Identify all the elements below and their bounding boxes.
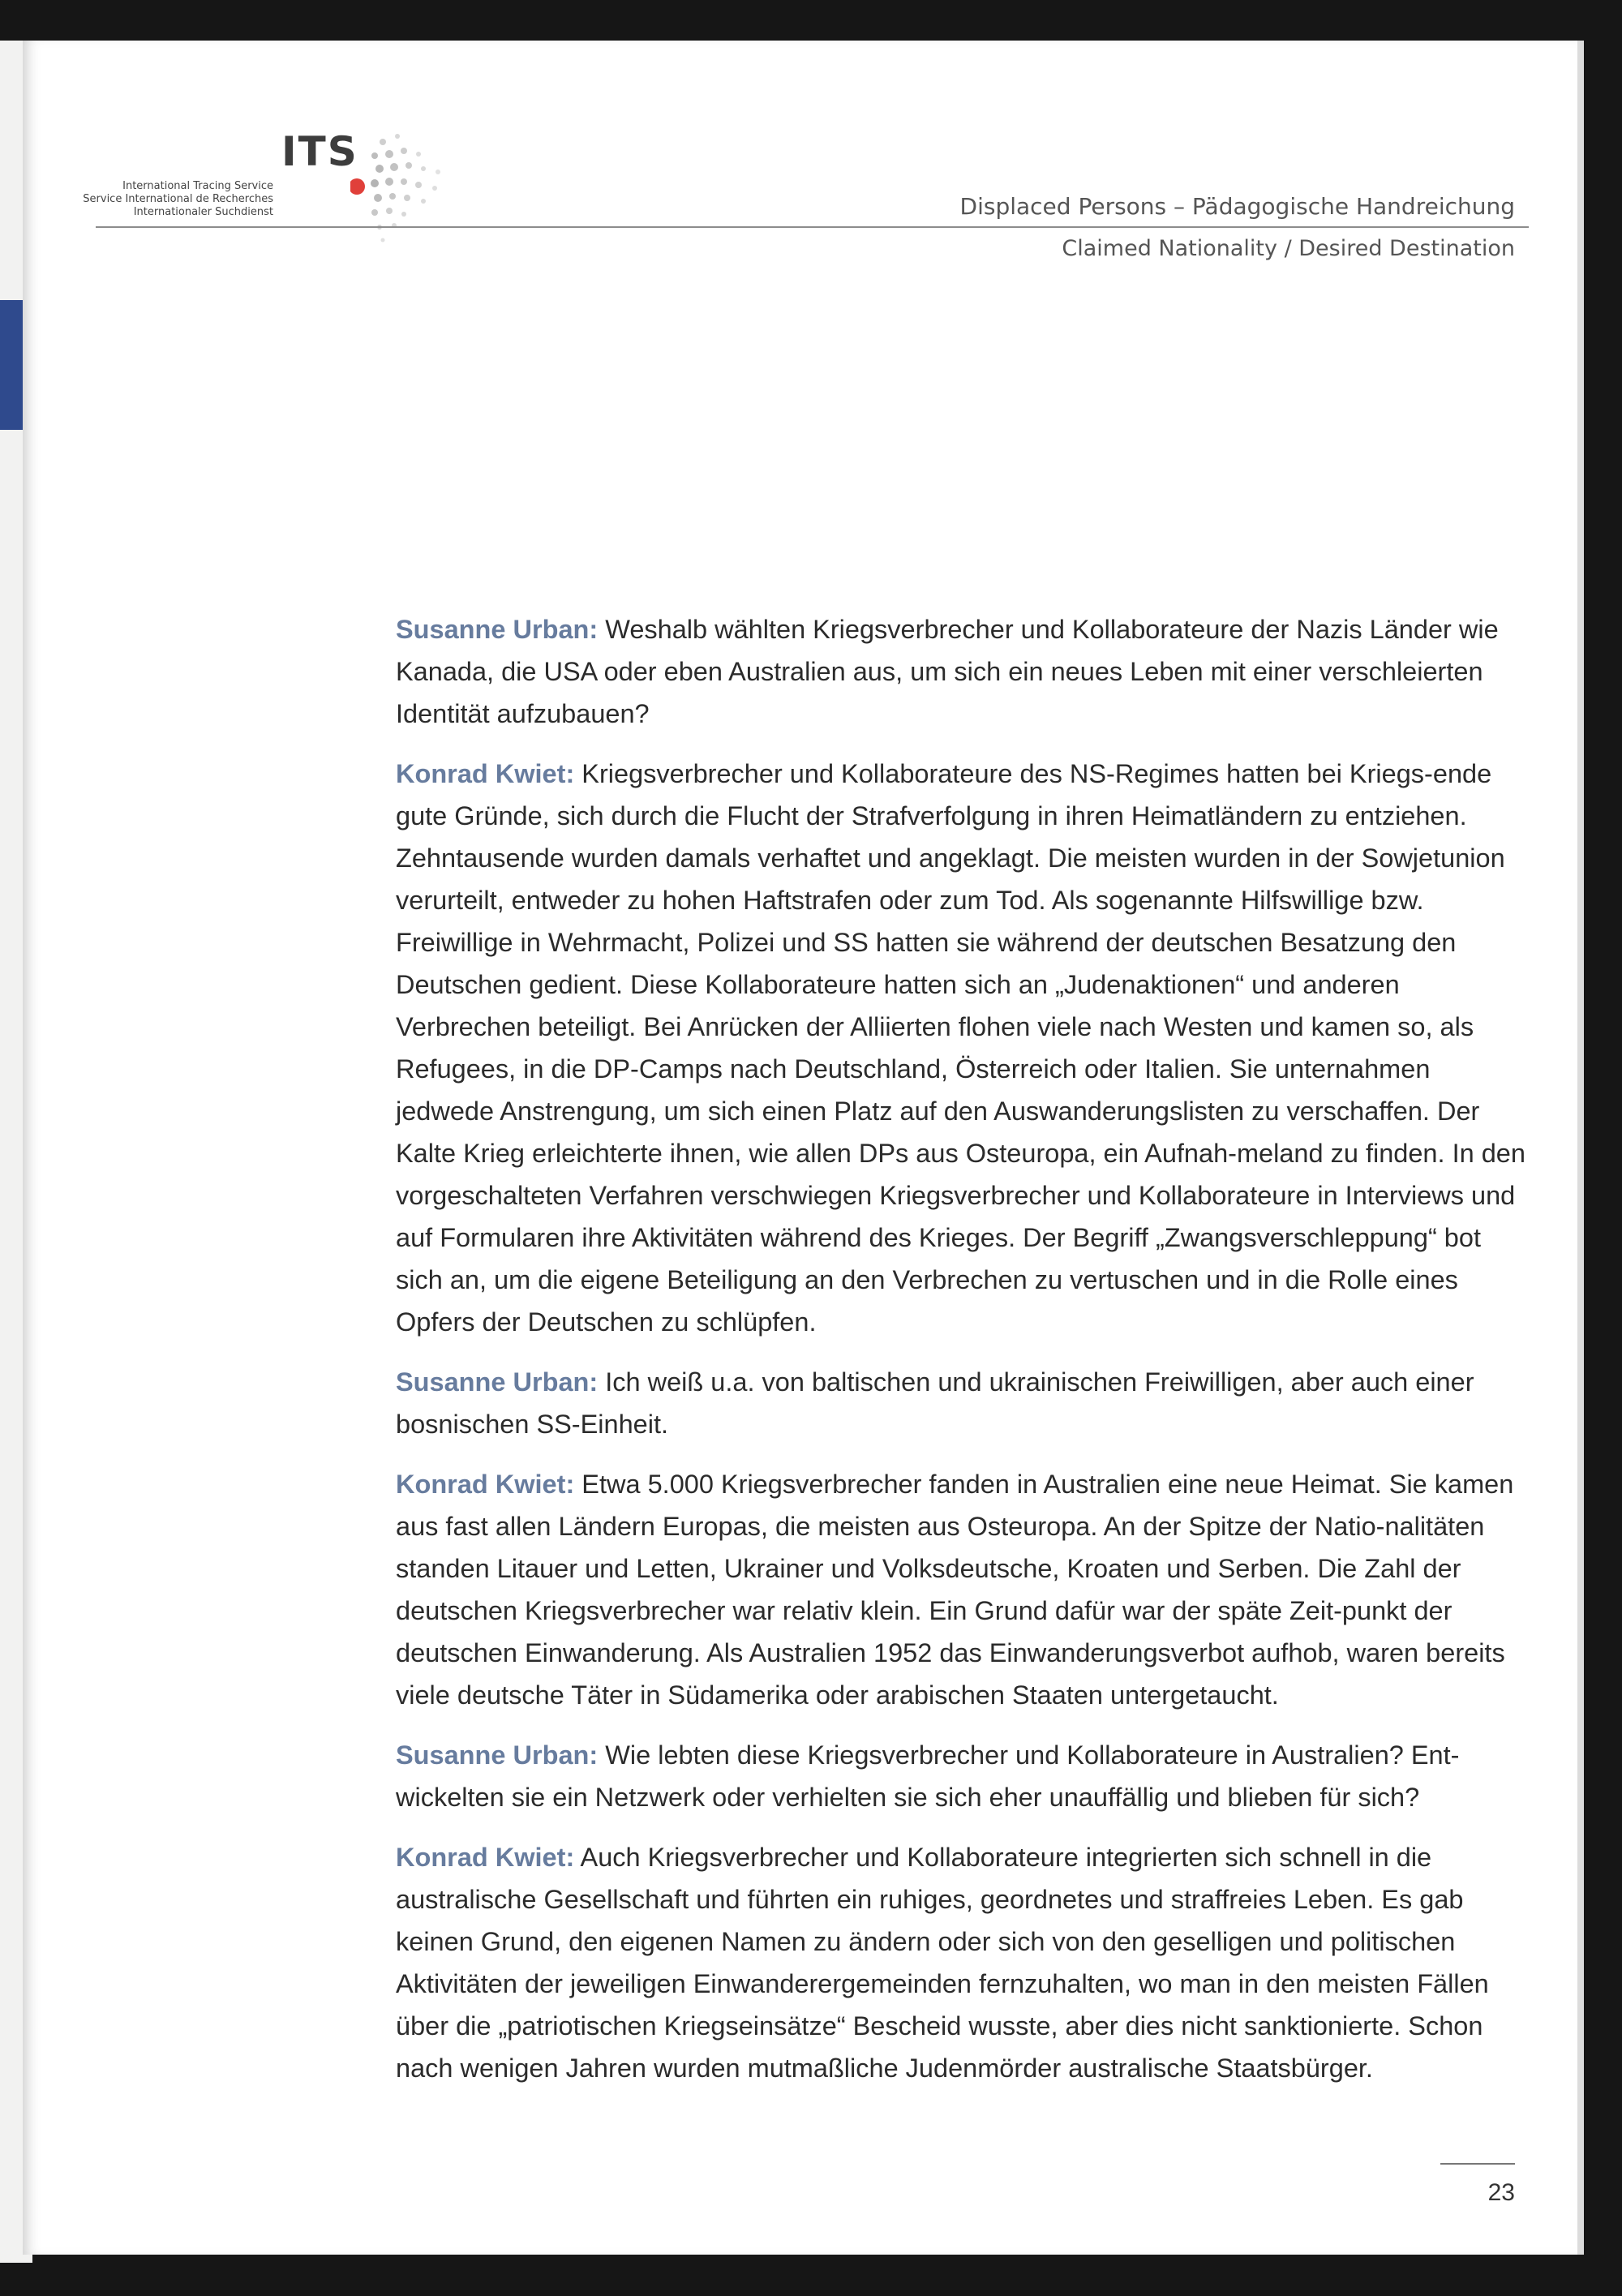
- paragraph-text: Ich weiß u.a. von baltischen und ukrainischen Freiwilligen, aber auch einer bosnischen SS-Einheit.: [396, 1367, 1474, 1439]
- speaker-name: Susanne Urban:: [396, 1367, 599, 1397]
- paragraph-text: Etwa 5.000 Kriegsverbrecher fanden in Australien eine neue Heimat. Sie kamen aus fast allen Ländern Europas, die meisten aus Osteuropa. An der Spitze der Natio-nalitäten standen Litauer und Letten, Ukrainer und Volksdeutsche, Kroaten und Serben. Die Zahl der deutschen Kriegsverbrecher war relativ klein. Ein Grund dafür war der späte Zeit-punkt der deutschen Einwanderung. Als Australien 1952 das Einwanderungsverbot aufhob, waren bereits viele deutsche Täter in Südamerika oder arabischen Staaten untergetaucht.: [396, 1470, 1514, 1710]
- interview-paragraph: [396, 1361, 1527, 1445]
- header-divider: [96, 226, 1529, 228]
- interview-paragraph: [396, 753, 1527, 1343]
- page-number: 23: [1487, 2179, 1515, 2206]
- interview-paragraph: [396, 1734, 1527, 1818]
- header-subtitle: Claimed Nationality / Desired Destination: [1062, 236, 1515, 261]
- logo-line-english: International Tracing Service: [122, 180, 273, 192]
- speaker-name: Konrad Kwiet:: [396, 759, 575, 788]
- interview-paragraph: [396, 608, 1527, 735]
- its-logo: [83, 65, 415, 227]
- header-title: Displaced Persons – Pädagogische Handreichung: [959, 193, 1515, 220]
- logo-line-german: Internationaler Suchdienst: [133, 206, 273, 218]
- interview-paragraph: [396, 1836, 1527, 2089]
- interview-paragraph: [396, 1463, 1527, 1716]
- speaker-name: Susanne Urban:: [396, 1740, 599, 1770]
- document-page: [23, 41, 1584, 2255]
- logo-dot-cluster-icon: [350, 114, 464, 251]
- interview-text: [396, 608, 1527, 2107]
- speaker-name: Konrad Kwiet:: [396, 1843, 575, 1872]
- page-edge: [1577, 41, 1584, 2255]
- paragraph-text: Kriegsverbrecher und Kollaborateure des NS-Regimes hatten bei Kriegs-ende gute Gründe, sich durch die Flucht der Strafverfolgung in ihren Heimatländern zu entziehen. Zehntausende wurden damals verhaftet und angeklagt. Die meisten wurden in der Sowjetunion verurteilt, entweder zu hohen Haftstrafen oder zum Tod. Als sogenannte Hilfswillige bzw. Freiwillige in Wehrmacht, Polizei und SS hatten sie während der deutschen Besatzung den Deutschen gedient. Diese Kollaborateure hatten sich an „Judenaktionen“ und anderen Verbrechen beteiligt. Bei Anrücken der Alliierten flohen viele nach Westen und kamen so, als Refugees, in die DP-Camps nach Deutschland, Österreich oder Italien. Sie unternahmen jedwede Anstrengung, um sich einen Platz auf den Auswanderungslisten zu verschaffen. Der Kalte Krieg erleichterte ihnen, wie allen DPs aus Osteuropa, ein Aufnah-meland zu finden. In den vorgeschalteten Verfahren verschwiegen Kriegsverbrecher und Kollaborateure in Interviews und auf Formularen ihre Aktivitäten während des Krieges. Der Begriff „Zwangsverschleppung“ bot sich an, um die eigene Beteiligung an den Verbrechen zu vertuschen und in die Rolle eines Opfers der Deutschen zu schlüpfen.: [396, 759, 1525, 1337]
- paragraph-text: Weshalb wählten Kriegsverbrecher und Kollaborateure der Nazis Länder wie Kanada, die USA oder eben Australien aus, um sich ein neues Leben mit einer verschleierten Identität aufzubauen?: [396, 615, 1499, 728]
- footer-divider: [1440, 2163, 1515, 2165]
- speaker-name: Susanne Urban:: [396, 615, 599, 644]
- logo-line-french: Service International de Recherches: [83, 193, 273, 205]
- logo-wordmark: ITS: [281, 128, 358, 175]
- speaker-name: Konrad Kwiet:: [396, 1470, 575, 1499]
- paragraph-text: Wie lebten diese Kriegsverbrecher und Kollaborateure in Australien? Ent-wickelten sie ein Netzwerk oder verhielten sie sich eher unauffällig und blieben für sich?: [396, 1740, 1460, 1812]
- paragraph-text: Auch Kriegsverbrecher und Kollaborateure integrierten sich schnell in die australische Gesellschaft und führten ein ruhiges, geordnetes und straffreies Leben. Es gab keinen Grund, den eigenen Namen zu ändern oder sich von den geselligen und politischen Aktivitäten der jeweiligen Einwanderergemeinden fernzuhalten, wo man in den meisten Fällen über die „patriotischen Kriegseinsätze“ Bescheid wusste, aber dies nicht sanktionierte. Schon nach wenigen Jahren wurden mutmaßliche Judenmörder australische Staatsbürger.: [396, 1843, 1489, 2083]
